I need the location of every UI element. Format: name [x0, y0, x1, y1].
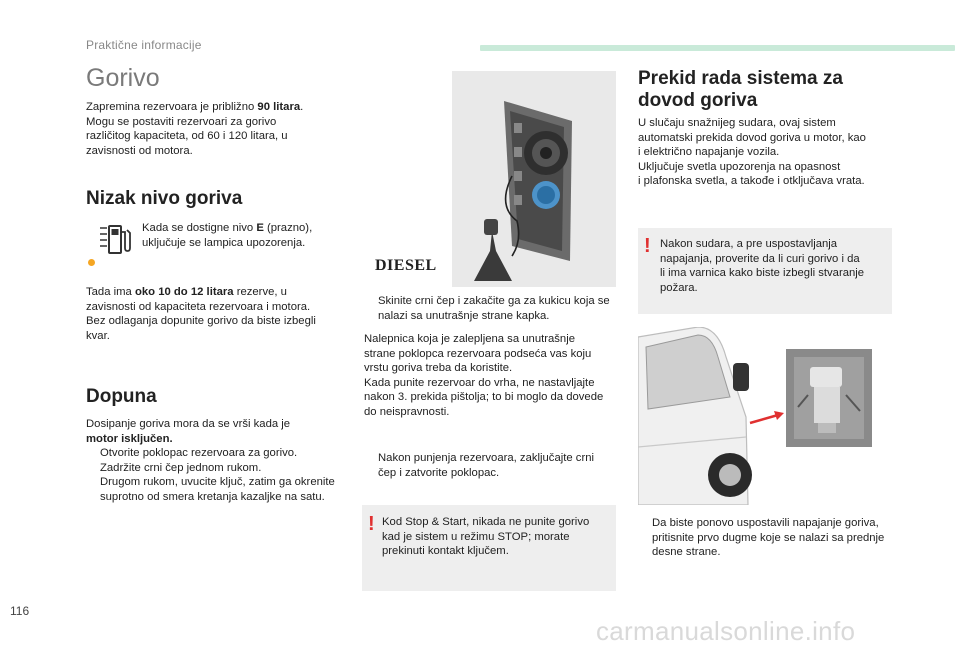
refuel-paragraph: Dosipanje goriva mora da se vrši kada je motor isključen. Otvorite poklopac rezervoara za gorivo. Zadržite crni čep jednom rukom. Drugom rukom, uvucite ključ, zatim ga okrenite suprotno od smera kretanja kazaljke na satu.	[86, 418, 335, 503]
watermark: carmanualsonline.info	[596, 616, 856, 646]
low-fuel-paragraph: Tada ima oko 10 do 12 litara rezerve, u zavisnosti od kapaciteta rezervoara i motora. Bez odlaganja dopunite gorivo da biste izbegli kvar.	[86, 286, 316, 342]
refuel-heading: Dopuna	[86, 386, 157, 407]
page-number: 116	[10, 604, 30, 618]
crash-warning-box	[638, 228, 892, 314]
refuel-bullet-1: Otvorite poklopac rezervoara za gorivo.	[100, 447, 298, 459]
section-label: Praktične informacije	[86, 38, 202, 52]
fuel-filler-illustration	[362, 71, 616, 287]
middle-paragraph: Nalepnica koja je zalepljena sa unutrašnje strane poklopca rezervoara podseća vas koju vrstu goriva treba da koristite. Kada punite rezervoar do vrha, ne nastavljajte nakon 3. prekida pištolja; to bi moglo da dovede do neispravnosti.	[364, 333, 604, 418]
diesel-label: DIESEL	[375, 257, 437, 274]
fuel-pump-icon	[98, 222, 132, 256]
warning-lamp-dot	[88, 259, 95, 266]
cutoff-bullet: Da biste ponovo uspostavili napajanje goriva, pritisnite prvo dugme koje se nalazi sa prednje desne strane.	[652, 517, 885, 558]
crash-warning-text: Nakon sudara, a pre uspostavljanja napajanja, proverite da li curi gorivo i da li ima varnica kako biste izbegli stvaranje požara.	[660, 238, 865, 294]
refuel-bullet-2: Zadržite crni čep jednom rukom.	[100, 461, 262, 474]
header-accent-bar	[480, 45, 955, 51]
intro-paragraph: Zapremina rezervoara je približno 90 litara. Mogu se postaviti rezervoari za gorivo različitog kapaciteta, od 60 i 120 litara, u zavisnosti od motora.	[86, 101, 304, 157]
warning-icon: !	[644, 235, 651, 257]
stop-start-warning-text: Kod Stop & Start, nikada ne punite gorivo kad je sistem u režimu STOP; morate prekinuti kontakt ključem.	[382, 516, 590, 557]
warning-icon: !	[368, 513, 375, 535]
low-fuel-icon-text: Kada se dostigne nivo E (prazno), uključuje se lampica upozorenja.	[142, 222, 313, 249]
van-cutoff-illustration	[638, 327, 892, 505]
cutoff-paragraph: U slučaju snažnijeg sudara, ovaj sistem automatski prekida dovod goriva u motor, kao i električno napajanje vozila. Uključuje svetla upozorenja na opasnost i plafonska svetla, a takođe i otključava vrata.	[638, 117, 866, 187]
page-title: Gorivo	[86, 64, 160, 92]
refuel-bullet-3: Drugom rukom, uvucite ključ, zatim ga okrenite suprotno od smera kretanja kazaljke na satu.	[100, 476, 335, 503]
middle-bullet-2: Nakon punjenja rezervoara, zaključajte crni čep i zatvorite poklopac.	[378, 452, 595, 479]
middle-bullet-1: Skinite crni čep i zakačite ga za kukicu koja se nalazi sa unutrašnje strane kapka.	[378, 295, 610, 322]
stop-start-warning-box	[362, 505, 616, 591]
cutoff-heading: Prekid rada sistema za dovod goriva	[638, 68, 843, 111]
low-fuel-heading: Nizak nivo goriva	[86, 188, 243, 209]
